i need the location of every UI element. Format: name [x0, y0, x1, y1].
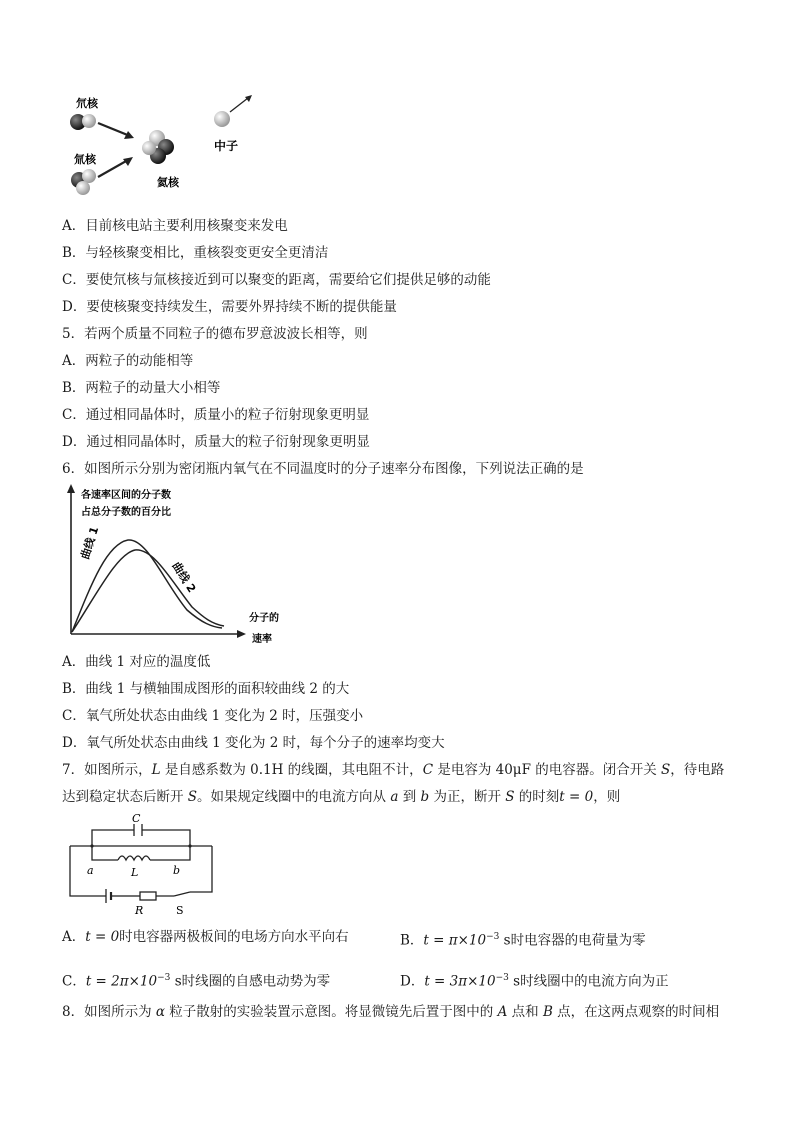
arrow-deuterium [98, 123, 130, 136]
tritium-label: 氚核 [74, 153, 96, 166]
var-A: A [497, 1004, 508, 1020]
var-S: S [187, 789, 198, 805]
text: 点和 [507, 1004, 543, 1020]
label: C． [62, 973, 86, 990]
text: 8．如图所示为 [62, 1004, 156, 1020]
neutron-particle [214, 111, 230, 127]
y-axis-label-1: 各速率区间的分子数 [81, 490, 171, 501]
q5-option-b: B．两粒子的动量大小相等 [62, 380, 221, 396]
exponent: −3 [486, 932, 500, 942]
var-L: L [151, 762, 161, 778]
curve-2-label: 曲线 2 [169, 559, 199, 595]
label: A． [62, 929, 86, 945]
point-a-label: a [87, 864, 94, 877]
var-S: S [505, 789, 515, 805]
text: 到 [398, 789, 421, 805]
unit: s [499, 932, 511, 949]
q5-option-c: C．通过相同晶体时，质量小的粒子衍射现象更明显 [62, 407, 370, 423]
q6-stem: 6．如图所示分别为密闭瓶内氧气在不同温度时的分子速率分布图像，下列说法正确的是 [62, 461, 584, 477]
q5-option-d: D．通过相同晶体时，质量大的粒子衍射现象更明显 [62, 434, 370, 450]
var-S: S [661, 762, 671, 778]
point-b-label: b [173, 864, 181, 877]
arrow-neutron [230, 98, 248, 112]
text: 的时刻 [514, 789, 560, 805]
label: B． [400, 932, 424, 949]
text: 7．如图所示， [62, 762, 152, 778]
curve-1-label: 曲线 1 [78, 525, 102, 561]
text: 为正，断开 [429, 789, 506, 805]
label: D． [400, 973, 425, 990]
text: 时线圈中的电流方向为正 [520, 973, 669, 990]
inductor-label: L [131, 866, 139, 879]
math: t = 2π×10 [85, 973, 158, 990]
resistor-label: R [135, 904, 144, 917]
deuterium-label: 氘核 [76, 97, 98, 110]
q7-option-a [62, 928, 349, 946]
text: 时电容器的电荷量为零 [510, 932, 646, 949]
q4-option-d: D．要使核聚变持续发生，需要外界持续不断的提供能量 [62, 299, 397, 315]
q4-option-a: A．目前核电站主要利用核聚变来发电 [62, 218, 288, 234]
text: 时线圈的自感电动势为零 [181, 973, 331, 990]
text: 。如果规定线圈中的电流方向从 [197, 789, 391, 805]
unit: s [508, 973, 521, 990]
q4-option-c: C．要使氘核与氚核接近到可以聚变的距离，需要给它们提供足够的动能 [62, 272, 491, 288]
var-B: B [542, 1004, 553, 1020]
text: 是自感系数为 0.1H 的线圈，其电阻不计， [160, 762, 423, 778]
var-C: C [422, 762, 434, 778]
q6-option-d: D．氧气所处状态由曲线 1 变化为 2 时，每个分子的速率均变大 [62, 735, 445, 751]
tritium-nucleus [71, 169, 96, 195]
x-axis-label-2: 速率 [252, 634, 272, 645]
q7-stem-line-1 [62, 761, 724, 779]
var-alpha: α [155, 1004, 166, 1020]
text: 达到稳定状态后断开 [62, 789, 188, 805]
helium-nucleus [142, 130, 174, 164]
text: 时电容器两极板间的电场方向水平向右 [119, 929, 349, 945]
text: ，待电路 [670, 762, 725, 778]
text: 是电容为 40μF 的电容器。闭合开关 [433, 762, 662, 778]
arrow-tritium [98, 160, 128, 177]
exponent: −3 [495, 973, 509, 983]
math-t0: t = 0 [559, 789, 594, 805]
x-axis-label-1: 分子的 [249, 613, 279, 624]
speed-distribution-chart [62, 482, 292, 647]
fusion-figure [62, 90, 262, 195]
math: t = π×10 [423, 932, 487, 949]
deuterium-nucleus [70, 114, 96, 130]
q7-option-c [62, 969, 330, 991]
exponent: −3 [157, 973, 171, 983]
text: 点，在这两点观察的时间相 [552, 1004, 720, 1020]
q7-stem-line-2 [62, 788, 620, 806]
q5-option-a: A．两粒子的动能相等 [62, 353, 194, 369]
switch-label: S [176, 904, 184, 917]
q4-option-b: B．与轻核聚变相比，重核裂变更安全更清洁 [62, 245, 329, 261]
text: ，则 [593, 789, 621, 805]
math: t = 3π×10 [424, 973, 496, 990]
helium-label: 氦核 [157, 176, 179, 189]
math: t = 0 [85, 929, 120, 945]
unit: s [170, 973, 182, 990]
q8-stem [62, 1003, 719, 1021]
var-a: a [390, 789, 399, 805]
text: 粒子散射的实验装置示意图。将显微镜先后置于图中的 [165, 1004, 498, 1020]
q6-option-a: A．曲线 1 对应的温度低 [62, 654, 211, 670]
var-b: b [420, 789, 430, 805]
y-axis-label-2: 占总分子数的百分比 [81, 507, 171, 518]
q5-stem: 5．若两个质量不同粒子的德布罗意波波长相等，则 [62, 326, 368, 342]
q6-option-b: B．曲线 1 与横轴围成图形的面积较曲线 2 的大 [62, 681, 350, 697]
q7-option-b [400, 928, 646, 950]
q7-option-d [400, 969, 669, 991]
q6-option-c: C．氧气所处状态由曲线 1 变化为 2 时，压强变小 [62, 708, 364, 724]
neutron-label: 中子 [214, 139, 239, 153]
capacitor-label: C [132, 812, 141, 825]
lc-circuit-diagram [62, 812, 222, 920]
